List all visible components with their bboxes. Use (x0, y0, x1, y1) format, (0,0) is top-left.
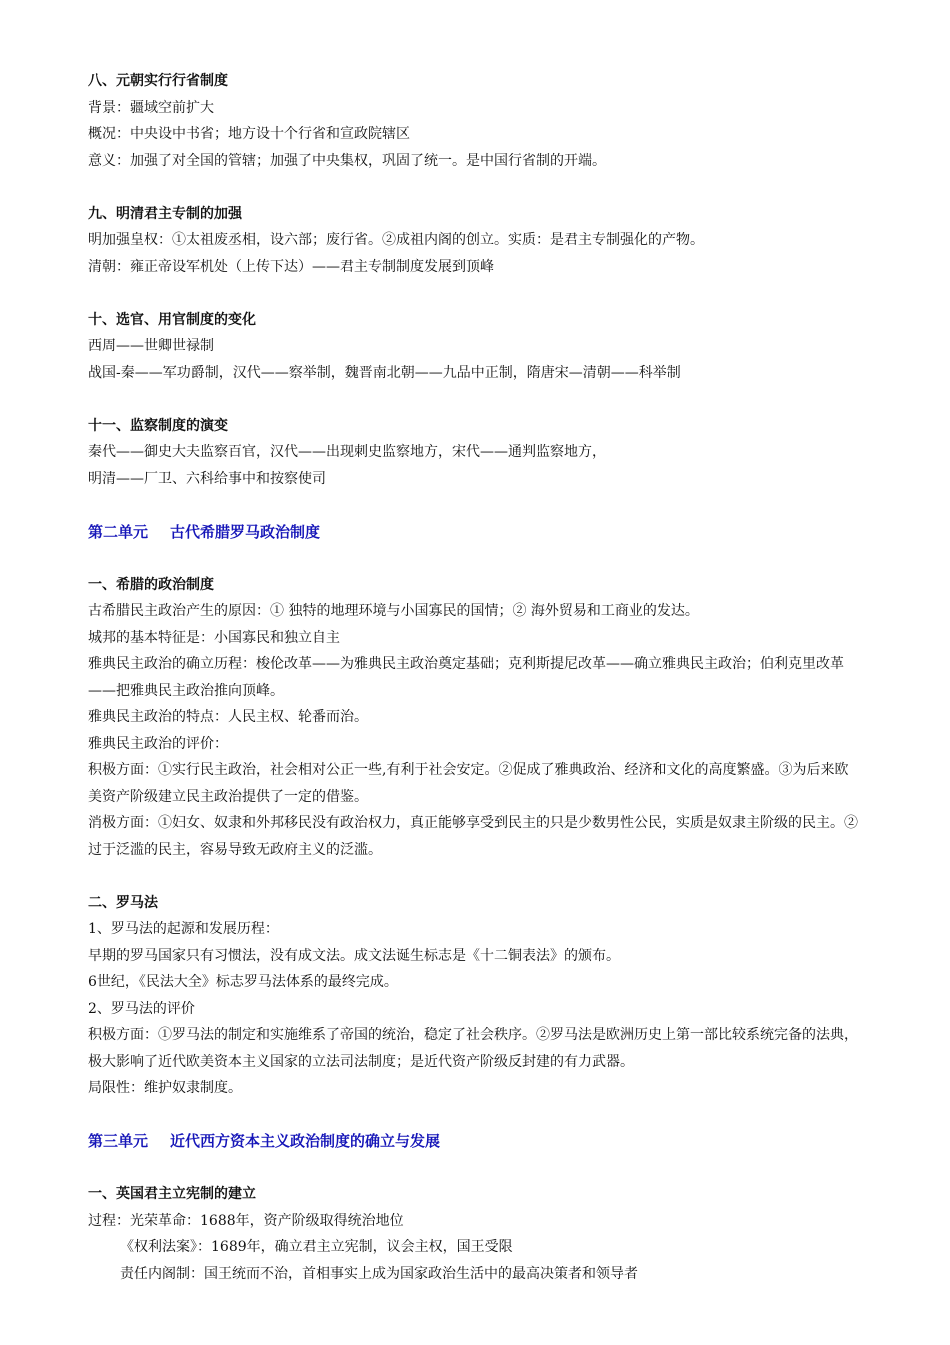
unit-name: 近代西方资本主义政治制度的确立与发展 (170, 1132, 441, 1150)
text-line: 清朝：雍正帝设军机处（上传下达）——君主专制制度发展到顶峰 (88, 258, 494, 275)
section-heading: 八、元朝实行行省制度 (88, 73, 228, 89)
text-line: 意义：加强了对全国的管辖；加强了中央集权，巩固了统一。是中国行省制的开端。 (88, 152, 606, 169)
section-supervision-system (88, 413, 860, 493)
text-line: 概况：中央设中书省；地方设十个行省和宣政院辖区 (88, 126, 410, 142)
text-line: 背景：疆域空前扩大 (88, 99, 214, 116)
text-line: 2、罗马法的评价 (88, 1000, 195, 1017)
section-heading: 十一、监察制度的演变 (88, 417, 228, 434)
text-line: 战国-秦——军功爵制，汉代——察举制，魏晋南北朝——九品中正制，隋唐宋—清朝——科举制 (88, 364, 681, 381)
text-line-indented: 责任内阁制：国王统而不治，首相事实上成为国家政治生活中的最高决策者和领导者 (120, 1265, 638, 1282)
section-yuan-provinces (88, 68, 860, 174)
section-british-constitutional-monarchy (88, 1181, 860, 1287)
text-line: 西周——世卿世禄制 (88, 338, 214, 354)
section-ming-qing-autocracy (88, 201, 860, 281)
unit-name: 古代希腊罗马政治制度 (170, 522, 321, 541)
text-line: 明加强皇权：①太祖废丞相，设六部；废行省。②成祖内阁的创立。实质：是君主专制强化的产物。 (88, 232, 704, 248)
text-paragraph: 积极方面：①罗马法的制定和实施维系了帝国的统治，稳定了社会秩序。②罗马法是欧洲历史上第一部比较系统完备的法典，极大影响了近代欧美资本主义国家的立法司法制度；是近代资产阶级反封建的有力武器。 (88, 1027, 858, 1070)
text-line: 明清——厂卫、六科给事中和按察使司 (88, 470, 326, 487)
text-line: 6世纪，《民法大全》标志罗马法体系的最终完成。 (88, 974, 398, 990)
unit-2-title (88, 519, 860, 546)
section-heading: 一、英国君主立宪制的建立 (88, 1186, 256, 1202)
text-line: 雅典民主政治的特点：人民主权、轮番而治。 (88, 709, 368, 725)
unit-number: 第三单元 (88, 1132, 149, 1150)
text-line-indented: 《权利法案》：1689年，确立君主立宪制，议会主权，国王受限 (120, 1239, 513, 1255)
section-greece-politics (88, 572, 860, 864)
text-line: 秦代——御史大夫监察百官，汉代——出现刺史监察地方，宋代——通判监察地方， (88, 444, 606, 460)
section-heading: 二、罗马法 (88, 894, 158, 911)
text-line: 局限性：维护奴隶制度。 (88, 1080, 242, 1096)
text-line: 1、罗马法的起源和发展历程： (88, 921, 279, 937)
unit-3-title (88, 1128, 860, 1155)
section-roman-law (88, 890, 860, 1102)
section-official-selection (88, 307, 860, 387)
text-line: 过程：光荣革命：1688年，资产阶级取得统治地位 (88, 1212, 404, 1229)
text-paragraph: 雅典民主政治的确立历程：梭伦改革——为雅典民主政治奠定基础；克利斯提尼改革——确立雅典民主政治；伯利克里改革——把雅典民主政治推向顶峰。 (88, 656, 844, 699)
section-heading: 一、希腊的政治制度 (88, 576, 214, 593)
text-line: 早期的罗马国家只有习惯法，没有成文法。成文法诞生标志是《十二铜表法》的颁布。 (88, 947, 620, 964)
text-paragraph: 消极方面：①妇女、奴隶和外邦移民没有政治权力，真正能够享受到民主的只是少数男性公民，实质是奴隶主阶级的民主。②过于泛滥的民主，容易导致无政府主义的泛滥。 (88, 815, 858, 858)
section-heading: 十、选官、用官制度的变化 (88, 311, 256, 328)
text-line: 古希腊民主政治产生的原因：① 独特的地理环境与小国寡民的国情；② 海外贸易和工商业的发达。 (88, 603, 699, 619)
text-line: 雅典民主政治的评价： (88, 735, 228, 752)
section-heading: 九、明清君主专制的加强 (88, 205, 242, 222)
text-line: 城邦的基本特征是：小国寡民和独立自主 (88, 629, 340, 646)
text-paragraph: 积极方面：①实行民主政治，社会相对公正一些,有利于社会安定。②促成了雅典政治、经济和文化的高度繁盛。③为后来欧美资产阶级建立民主政治提供了一定的借鉴。 (88, 762, 849, 805)
unit-number: 第二单元 (88, 522, 149, 541)
